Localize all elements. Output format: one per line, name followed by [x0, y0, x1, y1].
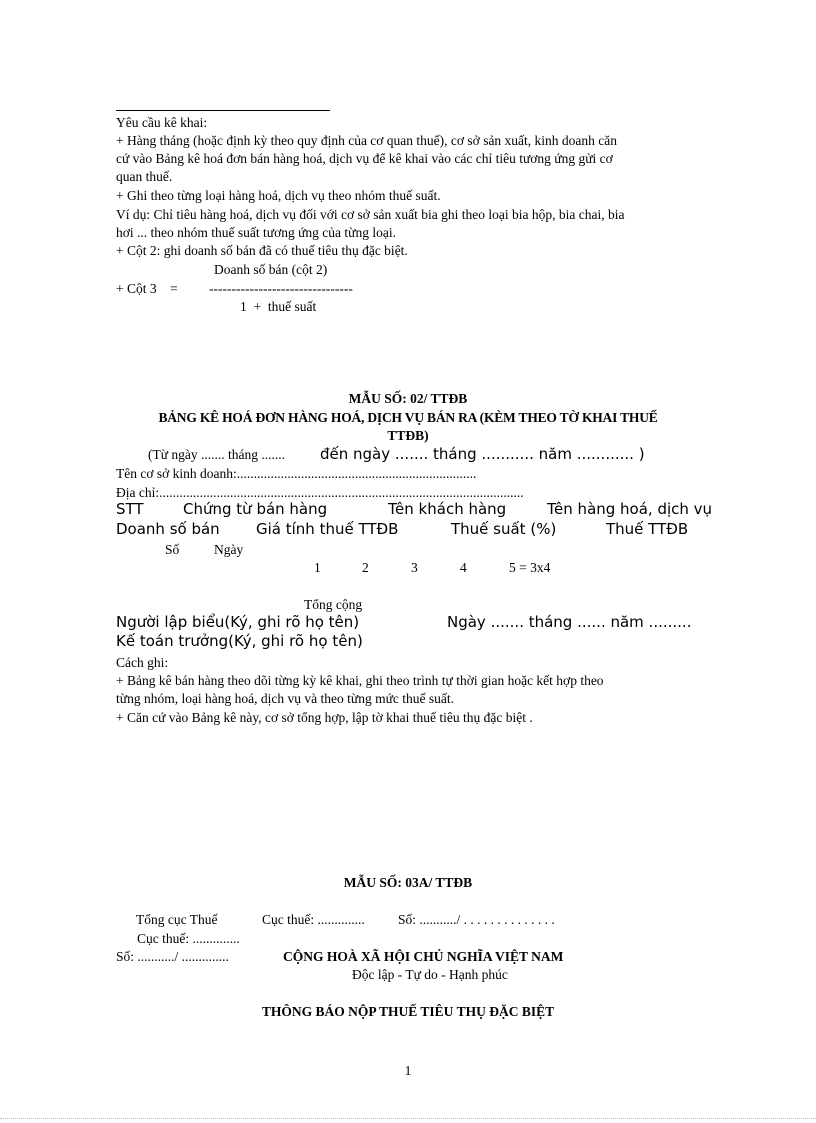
col-header-goods: Tên hàng hoá, dịch vụ: [547, 500, 713, 518]
total-label: Tổng cộng: [304, 597, 363, 612]
col-number-1: 1: [314, 560, 321, 575]
tax-department: Tổng cục Thuế: [136, 912, 218, 927]
form02-code: MẪU SỐ: 02/ TTĐB: [348, 391, 468, 406]
preparer-signature: Người lập biểu(Ký, ghi rõ họ tên): [116, 613, 360, 631]
republic-heading: CỘNG HOÀ XÃ HỘI CHỦ NGHĨA VIỆT NAM: [283, 949, 564, 964]
document-number-2: Số: .........../ ..............: [116, 949, 229, 964]
tax-bureau-2: Cục thuế: ..............: [137, 931, 240, 946]
form02-title-cont: TTĐB): [387, 428, 429, 443]
req-heading: Yêu cầu kê khai:: [116, 115, 208, 130]
col-number-4: 4: [460, 560, 467, 575]
formula-numerator: Doanh số bán (cột 2): [214, 262, 328, 277]
form03-code: MẪU SỐ: 03A/ TTĐB: [343, 875, 473, 890]
period-from: (Từ ngày ....... tháng .......: [148, 447, 286, 462]
address-field: Địa chỉ:............................................................................................................: [116, 485, 524, 500]
howto-line-3: + Căn cứ vào Bảng kê này, cơ sở tổng hợp, lập tờ khai thuế tiêu thụ đặc biệt .: [116, 710, 533, 725]
page-bottom-border: [0, 1118, 816, 1119]
form02-title: BẢNG KÊ HOÁ ĐƠN HÀNG HOÁ, DỊCH VỤ BÁN RA (KÈM THEO TỜ KHAI THUẾ: [158, 410, 658, 425]
col-number-2: 2: [362, 560, 369, 575]
col-number-3: 3: [411, 560, 418, 575]
req-line-4: + Ghi theo từng loại hàng hoá, dịch vụ theo nhóm thuế suất.: [116, 188, 441, 203]
notice-title: THÔNG BÁO NỘP THUẾ TIÊU THỤ ĐẶC BIỆT: [261, 1004, 555, 1019]
req-line-2: cứ vào Bảng kê hoá đơn bán hàng hoá, dịch vụ để kê khai vào các chỉ tiêu tương ứng gửi cơ: [116, 151, 613, 166]
col-header-stt: STT: [116, 500, 144, 518]
motto: Độc lập - Tự do - Hạnh phúc: [352, 967, 508, 982]
col-header-tax: Thuế TTĐB: [606, 520, 689, 538]
req-line-1: + Hàng tháng (hoặc định kỳ theo quy định của cơ quan thuế), cơ sở sản xuất, kinh doanh căn: [116, 133, 618, 148]
howto-heading: Cách ghi:: [116, 655, 169, 670]
period-to: đến ngày ....... tháng ........... năm ............ ): [320, 445, 645, 463]
col-header-voucher: Chứng từ bán hàng: [183, 500, 328, 518]
col-header-sales: Doanh số bán: [116, 520, 220, 538]
howto-line-1: + Bảng kê bán hàng theo dõi từng kỳ kê khai, ghi theo trình tự thời gian hoặc kết hợp theo: [116, 673, 604, 688]
document-number: Số: .........../ . . . . . . . . . . . . . .: [398, 912, 555, 927]
sub-header-no: Số: [165, 542, 180, 557]
formula-bar: --------------------------------: [209, 281, 353, 296]
howto-line-2: từng nhóm, loại hàng hoá, dịch vụ và theo từng mức thuế suất.: [116, 691, 455, 706]
req-line-5: Ví dụ: Chỉ tiêu hàng hoá, dịch vụ đối với cơ sở sản xuất bia ghi theo loại bia hộp, bia chai, bia: [116, 207, 625, 222]
tax-bureau: Cục thuế: ..............: [262, 912, 365, 927]
req-line-7: + Cột 2: ghi doanh số bán đã có thuế tiêu thụ đặc biệt.: [116, 243, 408, 258]
formula-denominator: 1 + thuế suất: [240, 299, 317, 314]
accountant-signature: Kế toán trưởng(Ký, ghi rõ họ tên): [116, 632, 363, 650]
col-header-rate: Thuế suất (%): [451, 520, 557, 538]
page-number: 1: [404, 1063, 412, 1078]
footnote-rule: [116, 110, 330, 111]
formula-left: + Cột 3 =: [116, 281, 178, 296]
date-line: Ngày ....... tháng ...... năm .........: [447, 613, 692, 631]
req-line-3: quan thuế.: [116, 169, 173, 184]
sub-header-date: Ngày: [214, 542, 244, 557]
facility-name-field: Tên cơ sở kinh doanh:.......................................................................: [116, 466, 477, 481]
col-header-customer: Tên khách hàng: [388, 500, 507, 518]
col-number-5: 5 = 3x4: [509, 560, 551, 575]
req-line-6: hơi ... theo nhóm thuế suất tương ứng của từng loại.: [116, 225, 396, 240]
col-header-taxable: Giá tính thuế TTĐB: [256, 520, 399, 538]
